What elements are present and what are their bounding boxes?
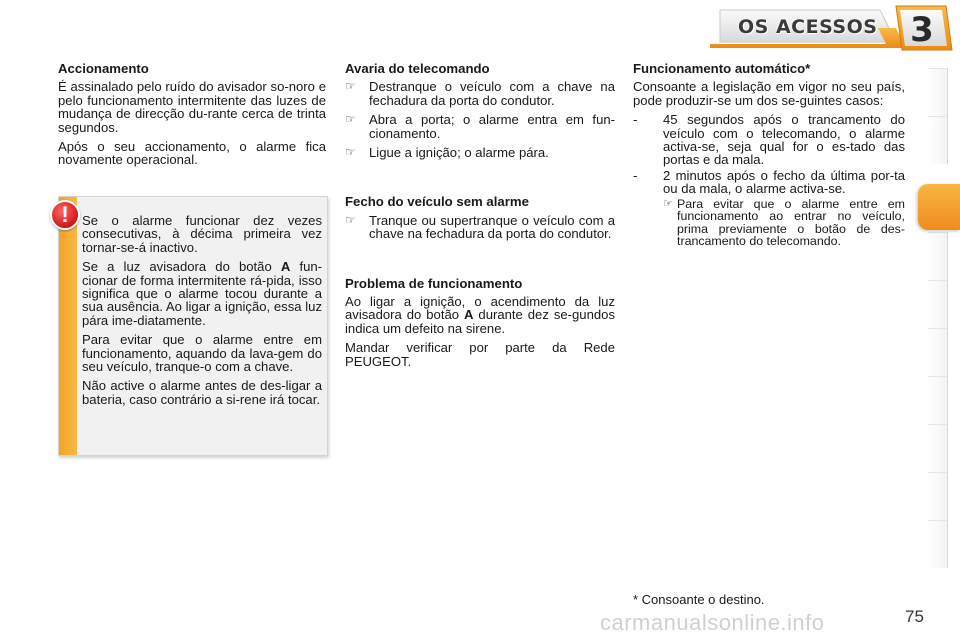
list-item bbox=[633, 113, 905, 167]
list-item bbox=[345, 214, 615, 241]
warning-text-fragment: Se a luz avisadora do botão bbox=[82, 259, 281, 275]
list-item-text: 2 minutos após o fecho da última por-ta ou da mala, o alarme activa-se. bbox=[663, 167, 905, 197]
chapter-tab[interactable] bbox=[928, 472, 948, 520]
column-funcionamento-automatico bbox=[633, 62, 905, 252]
warning-paragraph: Se o alarme funcionar dez vezes consecutivas, à décima primeira vez tornar-se-á inactivo. bbox=[82, 213, 322, 255]
pointing-hand-icon: ☞ bbox=[345, 212, 356, 227]
chapter-tab[interactable] bbox=[928, 232, 948, 280]
list-item bbox=[345, 80, 615, 107]
button-a-label: A bbox=[463, 307, 474, 323]
chapter-tab[interactable] bbox=[928, 376, 948, 424]
chapter-tab[interactable] bbox=[928, 68, 948, 116]
list-item-text: 45 segundos após o trancamento do veículo com o telecomando, o alarme activa-se, seja qual for o es-tado das portas e da mala. bbox=[663, 112, 905, 168]
page-number: 75 bbox=[905, 607, 924, 626]
column-accionamento bbox=[58, 62, 326, 173]
paragraph-fragment: Ao ligar a ignição, o acendimento da luz avisadora do botão bbox=[345, 294, 615, 323]
watermark: carmanualsonline.info bbox=[600, 610, 825, 635]
chapter-tab[interactable] bbox=[928, 280, 948, 328]
paragraph: Após o seu accionamento, o alarme fica novamente operacional. bbox=[58, 139, 326, 168]
section-heading: Avaria do telecomando bbox=[345, 61, 490, 76]
list-item-text: Ligue a ignição; o alarme pára. bbox=[369, 145, 549, 161]
dash-marker: - bbox=[633, 112, 638, 128]
list-item-text: Para evitar que o alarme entre em funcionamento ao entrar no veículo, prima previamente o botão de des-trancamento do telecomando. bbox=[677, 196, 905, 249]
chapter-tab[interactable] bbox=[928, 116, 948, 164]
column-telecomando bbox=[345, 62, 615, 374]
warning-paragraph: Não active o alarme antes de des-ligar a bateria, caso contrário a si-rene irá tocar. bbox=[82, 378, 322, 407]
pointing-hand-icon: ☞ bbox=[663, 197, 673, 210]
pointing-hand-icon: ☞ bbox=[345, 145, 356, 160]
section-heading: Funcionamento automático* bbox=[633, 61, 811, 76]
list-item bbox=[345, 113, 615, 140]
list-item-text: Abra a porta; o alarme entra em fun-cionamento. bbox=[369, 112, 615, 141]
pointing-hand-icon: ☞ bbox=[345, 79, 356, 94]
warning-text-fragment: fun- bbox=[290, 259, 323, 275]
chapter-tab-active[interactable] bbox=[918, 184, 960, 230]
warning-paragraph bbox=[82, 260, 322, 327]
exclamation-icon: ! bbox=[50, 200, 80, 230]
paragraph-fragment: durante dez se-gundos indica um defeito na sirene. bbox=[345, 307, 615, 336]
chapter-title: OS ACESSOS bbox=[738, 16, 878, 38]
warning-text-fragment: cionar de forma intermitente rá-pida, isso significa que o alarme tocou durante a sua ausência. Ao ligar a ignição, essa luz pára ime-diatamente. bbox=[82, 272, 322, 328]
dash-marker: - bbox=[633, 167, 638, 183]
list-item bbox=[633, 169, 905, 196]
paragraph: Mandar verificar por parte da Rede PEUGEOT. bbox=[345, 340, 615, 369]
list-item bbox=[663, 198, 905, 248]
list-item-text: Destranque o veículo com a chave na fechadura da porta do condutor. bbox=[369, 79, 615, 108]
chapter-tab[interactable] bbox=[928, 328, 948, 376]
paragraph: Consoante a legislação em vigor no seu país, pode produzir-se um dos se-guintes casos: bbox=[633, 79, 905, 108]
section-heading: Fecho do veículo sem alarme bbox=[345, 194, 529, 210]
warning-text bbox=[82, 214, 322, 412]
paragraph: É assinalado pelo ruído do avisador so-noro e pelo funcionamento intermitente das luzes de mudança de direcção du-rante cerca de trinta segundos. bbox=[58, 79, 326, 135]
list-item-text: Tranque ou supertranque o veículo com a chave na fechadura da porta do condutor. bbox=[369, 212, 615, 242]
chapter-tab[interactable] bbox=[928, 520, 948, 568]
chapter-number: 3 bbox=[910, 10, 934, 50]
list-item bbox=[345, 146, 615, 159]
pointing-hand-icon: ☞ bbox=[345, 112, 356, 127]
footnote: * Consoante o destino. bbox=[633, 592, 765, 607]
warning-stripe bbox=[59, 197, 77, 455]
section-heading: Problema de funcionamento bbox=[345, 275, 523, 291]
warning-paragraph: Para evitar que o alarme entre em funcionamento, aquando da lava-gem do seu veículo, tranque-o com a chave. bbox=[82, 332, 322, 375]
chapter-tabs bbox=[928, 68, 960, 576]
paragraph bbox=[345, 295, 615, 335]
button-a-label: A bbox=[280, 259, 291, 275]
chapter-tab[interactable] bbox=[928, 424, 948, 472]
section-heading: Accionamento bbox=[58, 61, 149, 76]
